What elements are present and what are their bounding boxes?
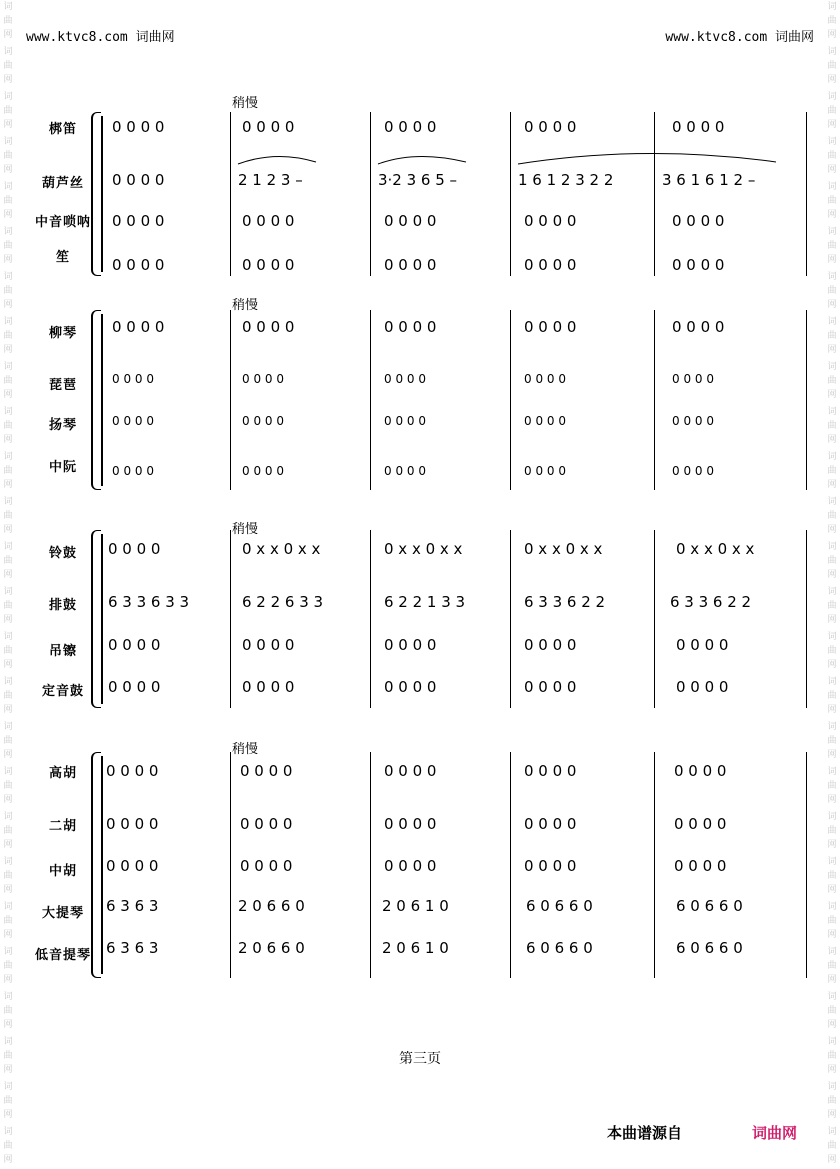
measure: 0 0 0 0	[524, 636, 577, 654]
page-number: 第三页	[399, 1051, 441, 1067]
measure: 6 0 6 6 0	[676, 897, 743, 915]
measure: 0 0 0 0	[524, 212, 577, 230]
instrument-label: 琵琶	[48, 378, 77, 393]
measure: 0 0 0 0	[524, 256, 577, 274]
measure: 6 0 6 6 0	[676, 939, 743, 957]
measure: 0 0 0 0	[672, 464, 714, 478]
measure: 6 2 2 6 3 3	[242, 593, 324, 611]
measure: 0 0 0 0	[524, 118, 577, 136]
measure: 0 0 0 0	[524, 678, 577, 696]
instrument-label: 高胡	[48, 766, 77, 781]
barline	[806, 112, 807, 276]
instrument-label: 大提琴	[41, 906, 84, 921]
barline	[230, 112, 231, 276]
measure: 0 0 0 0	[242, 636, 295, 654]
measure: 0 0 0 0	[240, 857, 293, 875]
measure: 0 x x 0 x x	[384, 540, 463, 558]
measure: 0 0 0 0	[242, 256, 295, 274]
measure: 0 0 0 0	[384, 414, 426, 428]
measure: 0 0 0 0	[240, 815, 293, 833]
measure: 0 0 0 0	[384, 762, 437, 780]
measure: 0 0 0 0	[524, 464, 566, 478]
measure: 0 0 0 0	[112, 212, 165, 230]
measure: 0 x x 0 x x	[676, 540, 755, 558]
barline	[654, 310, 655, 490]
measure: 6 3 3 6 3 3	[108, 593, 190, 611]
instrument-label: 中音唢呐	[34, 215, 91, 230]
measure: 2 0 6 1 0	[382, 897, 449, 915]
instrument-label: 梆笛	[48, 122, 77, 137]
instrument-label: 低音提琴	[34, 948, 91, 963]
brand-link[interactable]: 词曲网	[752, 1124, 798, 1142]
barline	[510, 310, 511, 490]
measure: 0 0 0 0	[242, 318, 295, 336]
measure: 0 0 0 0	[676, 678, 729, 696]
measure: 0 0 0 0	[106, 857, 159, 875]
measure: 0 0 0 0	[524, 815, 577, 833]
measure: 0 0 0 0	[672, 372, 714, 386]
instrument-label: 铃鼓	[48, 546, 77, 561]
measure: 0 0 0 0	[112, 171, 165, 189]
measure: 6 3 6 3	[106, 897, 159, 915]
measure: 6 2 2 1 3 3	[384, 593, 466, 611]
instrument-label: 吊镲	[48, 644, 77, 659]
tempo-mark: 稍慢	[232, 522, 259, 537]
measure: 6 0 6 6 0	[526, 897, 593, 915]
measure: 2 0 6 6 0	[238, 897, 305, 915]
barline	[654, 112, 655, 276]
barline	[654, 752, 655, 978]
header-url-left[interactable]: www.ktvc8.com 词曲网	[26, 30, 175, 45]
barline	[806, 310, 807, 490]
measure: 0 0 0 0	[384, 372, 426, 386]
measure: 0 x x 0 x x	[242, 540, 321, 558]
measure: 0 0 0 0	[672, 256, 725, 274]
barline	[806, 752, 807, 978]
tempo-mark: 稍慢	[232, 742, 259, 757]
measure: 0 0 0 0	[384, 815, 437, 833]
instrument-label: 排鼓	[48, 598, 77, 613]
instrument-label: 笙	[55, 250, 70, 265]
source-label: 本曲谱源自	[607, 1124, 683, 1142]
barline	[370, 310, 371, 490]
measure: 0 0 0 0	[106, 762, 159, 780]
measure: 0 0 0 0	[108, 540, 161, 558]
measure: 0 0 0 0	[112, 318, 165, 336]
measure: 0 0 0 0	[672, 212, 725, 230]
barline	[510, 752, 511, 978]
measure: 6 3 6 3	[106, 939, 159, 957]
system-line	[101, 534, 103, 704]
measure: 0 0 0 0	[384, 118, 437, 136]
measure: 0 0 0 0	[674, 857, 727, 875]
barline	[370, 530, 371, 708]
measure: 0 0 0 0	[108, 678, 161, 696]
measure: 0 0 0 0	[674, 815, 727, 833]
measure: 0 0 0 0	[112, 372, 154, 386]
slur-marks	[236, 150, 796, 170]
instrument-label: 柳琴	[48, 326, 77, 341]
header-url-right[interactable]: www.ktvc8.com 词曲网	[665, 30, 814, 45]
instrument-label: 葫芦丝	[41, 176, 84, 191]
barline	[370, 752, 371, 978]
measure: 0 0 0 0	[240, 762, 293, 780]
instrument-label: 扬琴	[48, 418, 77, 433]
measure: 1 6 1 2 3 2 2	[518, 171, 614, 189]
measure: 0 0 0 0	[384, 857, 437, 875]
measure: 0 0 0 0	[384, 678, 437, 696]
measure: 2 0 6 6 0	[238, 939, 305, 957]
measure: 0 0 0 0	[242, 118, 295, 136]
watermark-right: 词 曲 网 词 曲 网 词 曲 网 词 曲 网 词 曲 网 词 曲 网 词 曲 网 词 曲 网 词 曲 网 词 曲 网 词 曲 网 词 曲 网 词 曲 网 词 曲 网 词 曲 网 词 曲 网 词 曲 网 词 曲 网 词 曲 网 词 曲 网 词 曲 网 词 曲 网 词 曲 网 词 曲 网 词 曲 网 词 曲 网	[827, 2, 837, 1165]
measure: 3·2 3 6 5 –	[378, 171, 458, 189]
instrument-label: 中胡	[48, 864, 77, 879]
measure: 0 0 0 0	[384, 464, 426, 478]
measure: 3 6 1 6 1 2 –	[662, 171, 756, 189]
instrument-label: 中阮	[48, 460, 77, 475]
measure: 0 0 0 0	[112, 464, 154, 478]
measure: 0 0 0 0	[384, 318, 437, 336]
measure: 0 x x 0 x x	[524, 540, 603, 558]
measure: 0 0 0 0	[108, 636, 161, 654]
measure: 0 0 0 0	[242, 678, 295, 696]
measure: 0 0 0 0	[384, 212, 437, 230]
measure: 0 0 0 0	[676, 636, 729, 654]
barline	[806, 530, 807, 708]
measure: 0 0 0 0	[106, 815, 159, 833]
barline	[370, 112, 371, 276]
measure: 0 0 0 0	[524, 857, 577, 875]
measure: 6 3 3 6 2 2	[524, 593, 606, 611]
barline	[230, 530, 231, 708]
measure: 0 0 0 0	[112, 256, 165, 274]
tempo-mark: 稍慢	[232, 96, 259, 111]
barline	[654, 530, 655, 708]
measure: 0 0 0 0	[524, 762, 577, 780]
system-line	[101, 314, 103, 486]
instrument-label: 二胡	[48, 819, 77, 834]
measure: 0 0 0 0	[112, 118, 165, 136]
measure: 0 0 0 0	[672, 318, 725, 336]
measure: 0 0 0 0	[524, 414, 566, 428]
measure: 0 0 0 0	[242, 464, 284, 478]
measure: 6 0 6 6 0	[526, 939, 593, 957]
measure: 0 0 0 0	[384, 256, 437, 274]
measure: 0 0 0 0	[112, 414, 154, 428]
barline	[230, 752, 231, 978]
barline	[510, 112, 511, 276]
system-line	[101, 756, 103, 974]
measure: 0 0 0 0	[674, 762, 727, 780]
measure: 0 0 0 0	[672, 414, 714, 428]
measure: 0 0 0 0	[384, 636, 437, 654]
barline	[510, 530, 511, 708]
barline	[230, 310, 231, 490]
system-line	[101, 116, 103, 272]
measure: 0 0 0 0	[524, 318, 577, 336]
measure: 6 3 3 6 2 2	[670, 593, 752, 611]
measure: 0 0 0 0	[672, 118, 725, 136]
measure: 0 0 0 0	[242, 212, 295, 230]
measure: 0 0 0 0	[524, 372, 566, 386]
measure: 0 0 0 0	[242, 414, 284, 428]
measure: 0 0 0 0	[242, 372, 284, 386]
measure: 2 0 6 1 0	[382, 939, 449, 957]
instrument-label: 定音鼓	[41, 684, 84, 699]
measure: 2 1 2 3 –	[238, 171, 303, 189]
watermark-left: 词 曲 网 词 曲 网 词 曲 网 词 曲 网 词 曲 网 词 曲 网 词 曲 网 词 曲 网 词 曲 网 词 曲 网 词 曲 网 词 曲 网 词 曲 网 词 曲 网 词 曲 网 词 曲 网 词 曲 网 词 曲 网 词 曲 网 词 曲 网 词 曲 网 词 曲 网 词 曲 网 词 曲 网 词 曲 网 词 曲 网	[3, 2, 13, 1165]
tempo-mark: 稍慢	[232, 298, 259, 313]
